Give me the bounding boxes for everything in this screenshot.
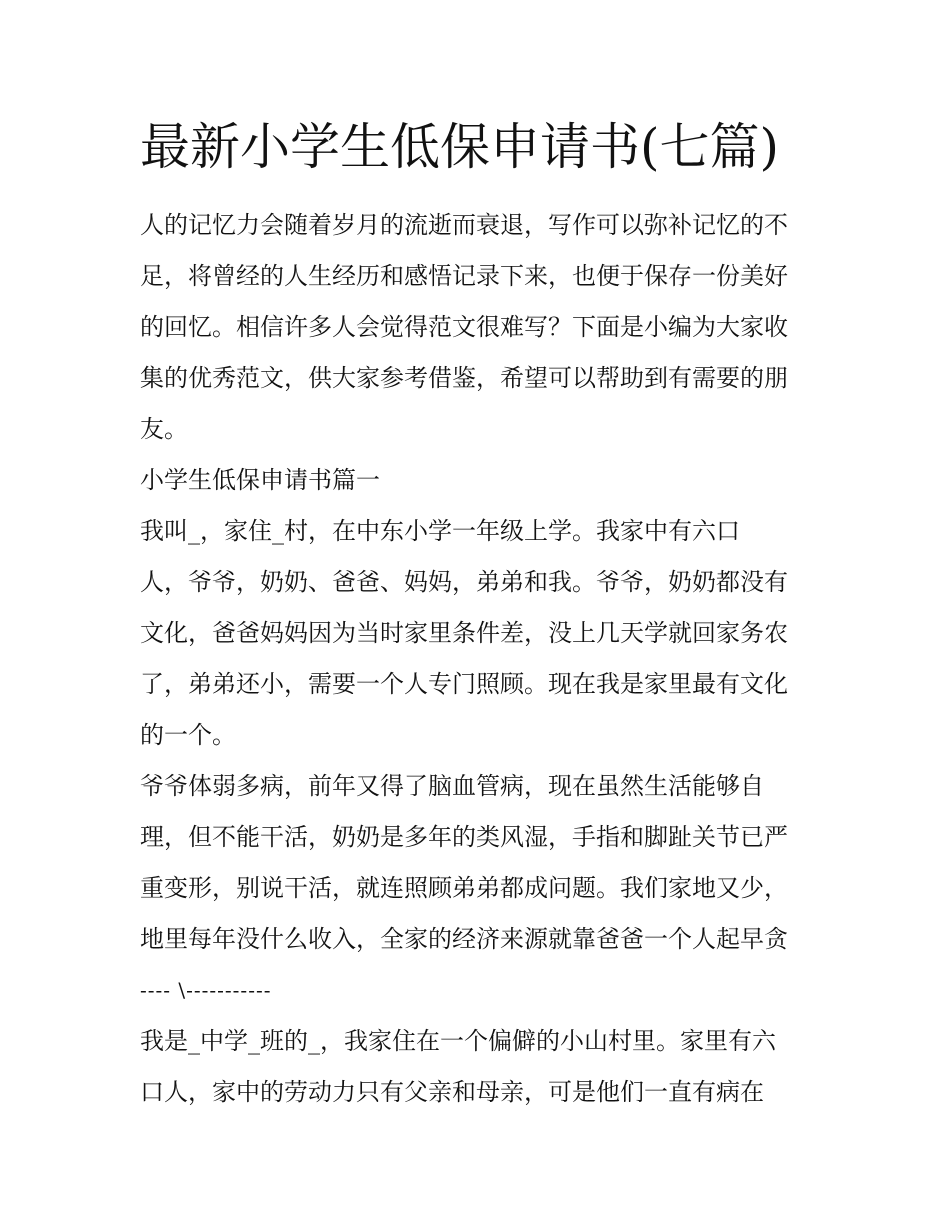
document-page bbox=[140, 112, 812, 1118]
text-line: 爷爷体弱多病，前年又得了脑血管病，现在虽然生活能够自 bbox=[140, 772, 764, 800]
text-line: 理，但不能干活，奶奶是多年的类风湿，手指和脚趾关节已严 bbox=[140, 823, 788, 851]
text-line: 重变形，别说干活，就连照顾弟弟都成问题。我们家地又少， bbox=[140, 874, 788, 902]
text-line: 人的记忆力会随着岁月的流逝而衰退，写作可以弥补记忆的不 bbox=[140, 211, 788, 239]
text-line: 我是_中学_班的_，我家住在一个偏僻的小山村里。家里有六 bbox=[140, 1027, 776, 1055]
text-line: 的回忆。相信许多人会觉得范文很难写？下面是小编为大家收 bbox=[140, 313, 788, 341]
text-line: 集的优秀范文，供大家参考借鉴，希望可以帮助到有需要的朋 bbox=[140, 364, 788, 392]
text-line: 地里每年没什么收入，全家的经济来源就靠爸爸一个人起早贪 bbox=[140, 925, 788, 953]
separator-line: ---- \----------- bbox=[140, 978, 272, 1002]
document-title: 最新小学生低保申请书(七篇) bbox=[140, 118, 780, 176]
section-heading: 小学生低保申请书篇一 bbox=[140, 466, 380, 494]
text-line: 我叫_，家住_村，在中东小学一年级上学。我家中有六口 bbox=[140, 517, 740, 545]
text-line: 的一个。 bbox=[140, 721, 236, 749]
text-line: 口人，家中的劳动力只有父亲和母亲，可是他们一直有病在 bbox=[140, 1078, 764, 1106]
text-line: 文化，爸爸妈妈因为当时家里条件差，没上几天学就回家务农 bbox=[140, 619, 788, 647]
text-line: 友。 bbox=[140, 415, 188, 443]
text-line: 人，爷爷，奶奶、爸爸、妈妈，弟弟和我。爷爷，奶奶都没有 bbox=[140, 568, 788, 596]
text-line: 足，将曾经的人生经历和感悟记录下来，也便于保存一份美好 bbox=[140, 262, 788, 290]
text-line: 了，弟弟还小，需要一个人专门照顾。现在我是家里最有文化 bbox=[140, 670, 788, 698]
